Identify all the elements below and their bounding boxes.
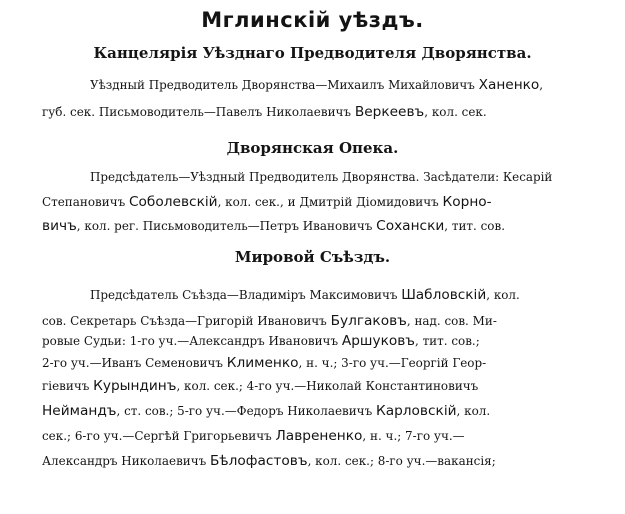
text-segment: , кол. сек.	[424, 105, 487, 119]
text-segment: Предсѣдатель—Уѣздный Предводитель Дворянства. Засѣдатели: Кесарій	[90, 170, 553, 184]
person-surname: Бѣлофастовъ	[210, 453, 308, 469]
person-surname: Сохански	[376, 218, 445, 234]
text-segment: 2-го уч.—Иванъ Семеновичъ	[42, 356, 227, 370]
person-surname: Соболевскій	[128, 194, 218, 210]
congress-line-7	[0, 428, 625, 444]
chancellery-line-2	[0, 104, 625, 120]
congress-line-5	[0, 378, 625, 394]
section-heading-guardianship: Дворянская Опека.	[226, 139, 399, 157]
person-surname: Курындинъ	[93, 378, 177, 394]
text-segment: ровые Судьи: 1-го уч.—Александръ Ивановичъ	[42, 334, 342, 348]
person-surname: Карловскій	[375, 403, 457, 419]
text-segment: Степановичъ	[42, 195, 129, 209]
congress-line-6	[0, 403, 625, 419]
text-segment: , кол. сек.; 8-го уч.—вакансія;	[307, 454, 496, 468]
person-surname: Веркеевъ	[354, 104, 425, 120]
text-segment: , тит. сов.;	[414, 334, 480, 348]
section-heading-chancellery: Канцелярія Уѣзднаго Предводителя Дворянства.	[93, 44, 532, 62]
text-segment: , над. сов. Ми-	[406, 314, 497, 328]
text-segment: , кол.	[486, 288, 520, 302]
person-surname: Неймандъ	[42, 403, 117, 419]
person-surname: Шабловскій	[401, 287, 487, 303]
text-segment: сов. Секретарь Съѣзда—Григорій Ивановичъ	[42, 314, 331, 328]
congress-line-3	[0, 333, 625, 349]
congress-line-8	[0, 453, 625, 469]
person-surname: вичъ	[42, 218, 77, 234]
section-heading-peace-congress: Мировой Съѣздъ.	[234, 248, 391, 266]
text-segment: , тит. сов.	[444, 219, 505, 233]
person-surname: Лаврененко	[275, 428, 363, 444]
person-surname: Ханенко	[478, 77, 540, 93]
guardianship-line-2	[0, 194, 625, 210]
text-segment: , н. ч.; 3-го уч.—Георгій Геор-	[298, 356, 487, 370]
text-segment: , н. ч.; 7-го уч.—	[362, 429, 465, 443]
person-surname: Аршуковъ	[341, 333, 415, 349]
text-segment: , кол. сек.; 4-го уч.—Николай Константиновичъ	[176, 379, 479, 393]
text-segment: сек.; 6-го уч.—Сергѣй Григорьевичъ	[42, 429, 276, 443]
text-segment: , кол. сек., и Дмитрій Діомидовичъ	[217, 195, 443, 209]
congress-line-2	[0, 313, 625, 329]
person-surname: Клименко	[226, 355, 299, 371]
guardianship-line-3	[0, 218, 625, 234]
chancellery-line-1	[0, 77, 625, 93]
person-surname: Корно-	[442, 194, 492, 210]
text-segment: Уѣздный Предводитель Дворянства—Михаилъ Михайловичъ	[90, 78, 479, 92]
page-title: Мглинскій уѣздъ.	[201, 8, 424, 32]
text-segment: ,	[539, 78, 544, 92]
text-segment: , ст. сов.; 5-го уч.—Федоръ Николаевичъ	[116, 404, 376, 418]
congress-line-1	[0, 287, 625, 303]
congress-line-4	[0, 355, 625, 371]
text-segment: Предсѣдатель Съѣзда—Владиміръ Максимовичъ	[90, 288, 402, 302]
text-segment: Александръ Николаевичъ	[42, 454, 211, 468]
guardianship-line-1	[0, 170, 625, 184]
text-segment: , кол.	[456, 404, 491, 418]
text-segment: губ. сек. Письмоводитель—Павелъ Николаевичъ	[42, 105, 355, 119]
person-surname: Булгаковъ	[330, 313, 407, 329]
text-segment: гіевичъ	[42, 379, 94, 393]
text-segment: , кол. рег. Письмоводитель—Петръ Ивановичъ	[76, 219, 377, 233]
